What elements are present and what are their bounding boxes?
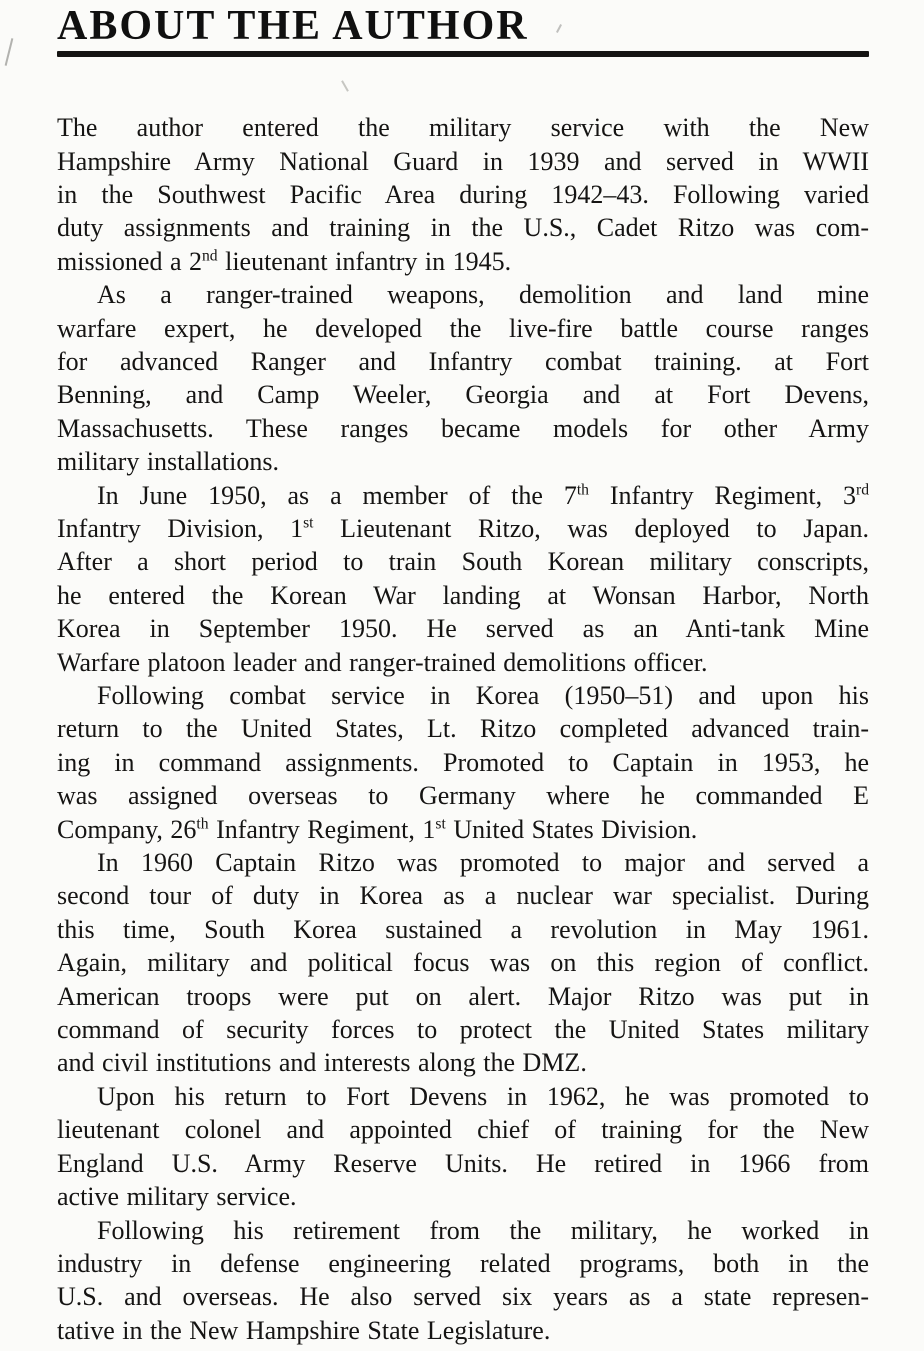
title-underline-rule [57, 51, 869, 57]
text-line: Benning, and Camp Weeler, Georgia and at Fort Devens, [57, 380, 869, 410]
text-line: lieutenant colonel and appointed chief of training for the New [57, 1115, 869, 1145]
text-line: The author entered the military service with the New [57, 113, 869, 143]
text-line: England U.S. Army Reserve Units. He retired in 1966 from [57, 1148, 869, 1178]
text-line: warfare expert, he developed the live-fire battle course ranges [57, 313, 869, 343]
text-line: ing in command assignments. Promoted to Captain in 1953, he [57, 747, 869, 777]
text-line: industry in defense engineering related programs, both in the [57, 1248, 869, 1278]
text-line: duty assignments and training in the U.S., Cadet Ritzo was com- [57, 213, 869, 243]
text-line: American troops were put on alert. Major Ritzo was put in [57, 981, 869, 1011]
text-line: second tour of duty in Korea as a nuclear war specialist. During [57, 881, 869, 911]
paragraph [57, 846, 869, 1080]
text-line: In June 1950, as a member of the 7th Infantry Regiment, 3rd [97, 480, 869, 510]
paragraph [57, 679, 869, 846]
text-line: in the Southwest Pacific Area during 1942–43. Following varied [57, 179, 869, 209]
page-content [57, 4, 869, 1347]
text-line: Upon his return to Fort Devens in 1962, he was promoted to [97, 1081, 869, 1111]
text-line: As a ranger-trained weapons, demolition and land mine [97, 280, 869, 310]
text-line: missioned a 2nd lieutenant infantry in 1945. [57, 246, 512, 276]
body-text [57, 111, 869, 1347]
paragraph [57, 1080, 869, 1214]
text-line: After a short period to train South Korean military conscripts, [57, 547, 869, 577]
text-line: was assigned overseas to Germany where he commanded E [57, 781, 869, 811]
text-line: Hampshire Army National Guard in 1939 and served in WWII [57, 146, 869, 176]
paragraph [57, 111, 869, 278]
text-line: Korea in September 1950. He served as an Anti-tank Mine [57, 614, 869, 644]
text-line: Following combat service in Korea (1950–51) and upon his [97, 681, 869, 710]
text-line: tative in the New Hampshire State Legislature. [57, 1315, 551, 1345]
text-line: command of security forces to protect the United States military [57, 1015, 869, 1045]
text-line: Infantry Division, 1st Lieutenant Ritzo, was deployed to Japan. [57, 513, 869, 543]
scan-artifact-slash [5, 38, 14, 66]
text-line: return to the United States, Lt. Ritzo completed advanced train- [57, 714, 869, 744]
text-line: Company, 26th Infantry Regiment, 1st United States Division. [57, 814, 698, 844]
paragraph [57, 479, 869, 679]
text-line: for advanced Ranger and Infantry combat training. at Fort [57, 346, 869, 376]
text-line: U.S. and overseas. He also served six years as a state represen- [57, 1282, 869, 1312]
text-line: active military service. [57, 1182, 297, 1212]
text-line: he entered the Korean War landing at Wonsan Harbor, North [57, 580, 869, 610]
text-line: and civil institutions and interests along the DMZ. [57, 1048, 587, 1078]
text-line: Following his retirement from the military, he worked in [97, 1215, 869, 1245]
page-title: ABOUT THE AUTHOR [57, 3, 529, 49]
paragraph [57, 1214, 869, 1348]
text-line: this time, South Korea sustained a revolution in May 1961. [57, 914, 869, 944]
text-line: Again, military and political focus was on this region of conflict. [57, 948, 869, 978]
text-line: Massachusetts. These ranges became models for other Army [57, 413, 869, 443]
text-line: In 1960 Captain Ritzo was promoted to major and served a [97, 848, 869, 878]
text-line: military installations. [57, 447, 279, 477]
text-line: Warfare platoon leader and ranger-trained demolitions officer. [57, 647, 708, 677]
paragraph [57, 278, 869, 478]
